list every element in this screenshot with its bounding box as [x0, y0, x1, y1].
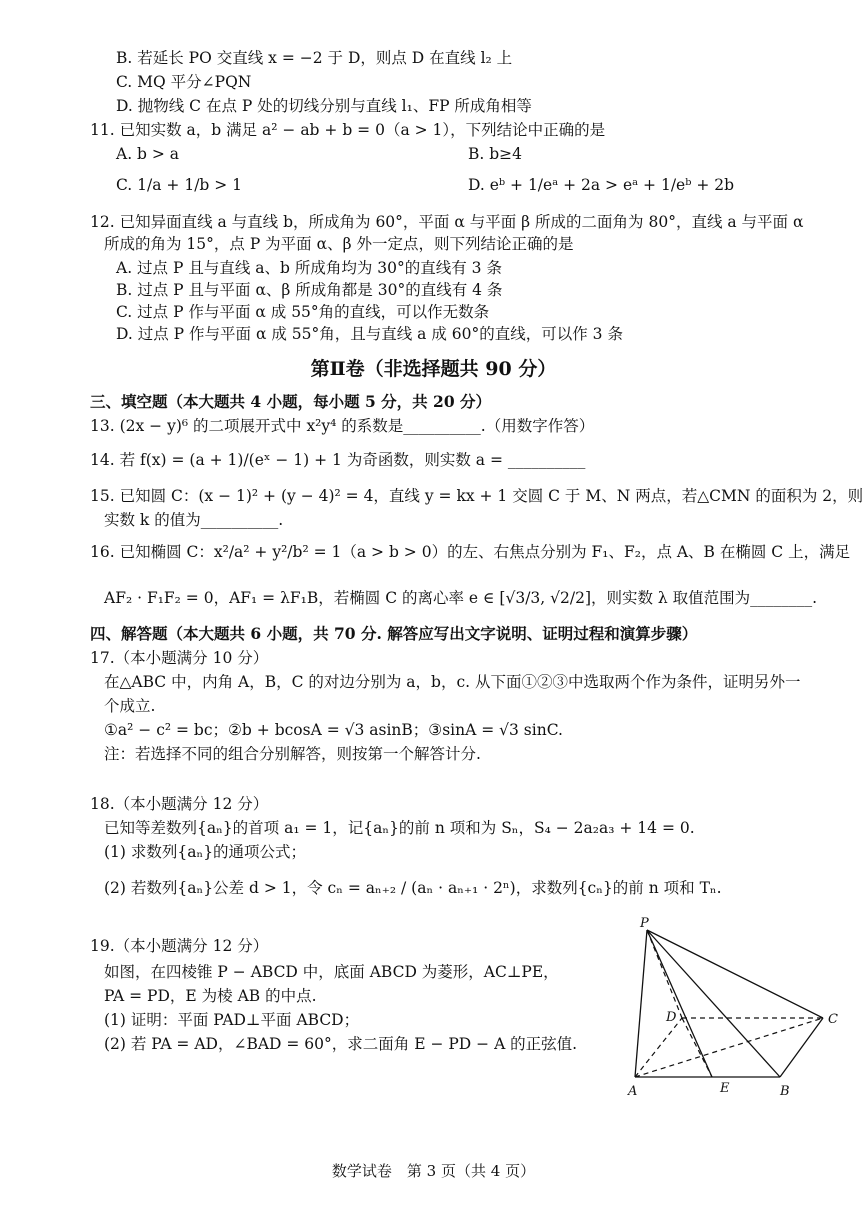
page-footer: 数学试卷 第 3 页（共 4 页） [331, 1162, 536, 1180]
edge-BC [780, 1018, 823, 1077]
edge-PE [647, 930, 712, 1077]
label-P: P [640, 916, 649, 931]
q14-text: 14. 若 f(x) = (a + 1)/(eˣ − 1) + 1 为奇函数，则实数 a = __________ [90, 451, 586, 469]
q15-text-line2: 实数 k 的值为__________. [104, 511, 284, 529]
q18-part1: (1) 求数列{aₙ}的通项公式； [104, 843, 307, 861]
edge-DE [682, 1018, 712, 1077]
q12-stem-line2: 所成的角为 15°，点 P 为平面 α、β 外一定点，则下列结论正确的是 [104, 235, 574, 253]
q12-stem-line1: 12. 已知异面直线 a 与直线 b，所成角为 60°，平面 α 与平面 β 所成的二面角为 80°，直线 a 与平面 α [90, 213, 804, 231]
q18-heading: 18.（本小题满分 12 分） [90, 795, 269, 813]
q11-option-c: C. 1/a + 1/b > 1 [116, 176, 243, 194]
label-C: C [828, 1012, 838, 1027]
part-two-heading: 第Ⅱ卷（非选择题共 90 分） [310, 358, 557, 380]
label-A: A [628, 1084, 638, 1099]
edge-PB [647, 930, 780, 1077]
q11-option-b: B. b≥4 [468, 145, 523, 163]
q17-text-line2: 个成立. [104, 697, 156, 715]
q17-text-line1: 在△ABC 中，内角 A，B，C 的对边分别为 a，b，c. 从下面①②③中选取两个作为条件，证明另外一 [104, 673, 801, 691]
q11-stem: 11. 已知实数 a，b 满足 a² − ab + b = 0（a > 1），下列结论中正确的是 [90, 121, 606, 139]
q17-heading: 17.（本小题满分 10 分） [90, 649, 269, 667]
edge-PA [635, 930, 647, 1077]
section-3-heading: 三、填空题（本大题共 4 小题，每小题 5 分，共 20 分） [90, 392, 492, 411]
q11-option-a: A. b > a [116, 145, 180, 163]
edge-AC [635, 1018, 823, 1077]
pyramid-figure [620, 915, 850, 1105]
edge-PC [647, 930, 823, 1018]
label-E: E [720, 1081, 730, 1096]
q18-part2: (2) 若数列{aₙ}公差 d > 1，令 cₙ = aₙ₊₂ / (aₙ · aₙ₊₁ · 2ⁿ)，求数列{cₙ}的前 n 项和 Tₙ. [104, 879, 722, 897]
q19-text-line1: 如图，在四棱锥 P − ABCD 中，底面 ABCD 为菱形，AC⊥PE， [104, 963, 559, 981]
q16-text-line1: 16. 已知椭圆 C：x²/a² + y²/b² = 1（a > b > 0）的左、右焦点分别为 F₁、F₂，点 A、B 在椭圆 C 上，满足 [90, 543, 851, 561]
q19-text-line2: PA = PD，E 为棱 AB 的中点. [104, 987, 317, 1005]
label-B: B [780, 1084, 790, 1099]
q11-option-d: D. eᵇ + 1/eᵃ + 2a > eᵃ + 1/eᵇ + 2b [468, 176, 735, 194]
label-D: D [666, 1010, 677, 1025]
q18-text: 已知等差数列{aₙ}的首项 a₁ = 1，记{aₙ}的前 n 项和为 Sₙ，S₄ − 2a₂a₃ + 14 = 0. [104, 819, 695, 837]
q12-option-b: B. 过点 P 且与平面 α、β 所成角都是 30°的直线有 4 条 [116, 281, 503, 299]
q12-option-d: D. 过点 P 作与平面 α 成 55°角，且与直线 a 成 60°的直线，可以作 3 条 [116, 325, 623, 343]
q12-option-a: A. 过点 P 且与直线 a、b 所成角均为 30°的直线有 3 条 [116, 259, 502, 277]
section-4-heading: 四、解答题（本大题共 6 小题，共 70 分. 解答应写出文字说明、证明过程和演算步骤） [90, 624, 698, 643]
q19-part2: (2) 若 PA = AD，∠BAD = 60°，求二面角 E − PD − A 的正弦值. [104, 1035, 578, 1053]
q10-option-c: C. MQ 平分∠PQN [116, 73, 252, 91]
q17-conditions: ①a² − c² = bc；②b + bcosA = √3 asinB；③sinA = √3 sinC. [104, 721, 563, 739]
q13-text: 13. (2x − y)⁶ 的二项展开式中 x²y⁴ 的系数是__________.（用数字作答） [90, 417, 595, 435]
q19-heading: 19.（本小题满分 12 分） [90, 937, 269, 955]
q10-option-b: B. 若延长 PO 交直线 x = −2 于 D，则点 D 在直线 l₂ 上 [116, 49, 513, 67]
q15-text-line1: 15. 已知圆 C：(x − 1)² + (y − 4)² = 4，直线 y = kx + 1 交圆 C 于 M、N 两点，若△CMN 的面积为 2，则 [90, 487, 864, 505]
q19-part1: (1) 证明：平面 PAD⊥平面 ABCD； [104, 1011, 360, 1029]
q12-option-c: C. 过点 P 作与平面 α 成 55°角的直线，可以作无数条 [116, 303, 490, 321]
q10-option-d: D. 抛物线 C 在点 P 处的切线分别与直线 l₁、FP 所成角相等 [116, 97, 532, 115]
edge-AD [635, 1018, 682, 1077]
q16-text-line2: AF₂ · F₁F₂ = 0，AF₁ = λF₁B，若椭圆 C 的离心率 e ∈ [√3/3, √2/2]，则实数 λ 取值范围为________. [104, 589, 818, 607]
q17-note: 注：若选择不同的组合分别解答，则按第一个解答计分. [104, 745, 481, 763]
